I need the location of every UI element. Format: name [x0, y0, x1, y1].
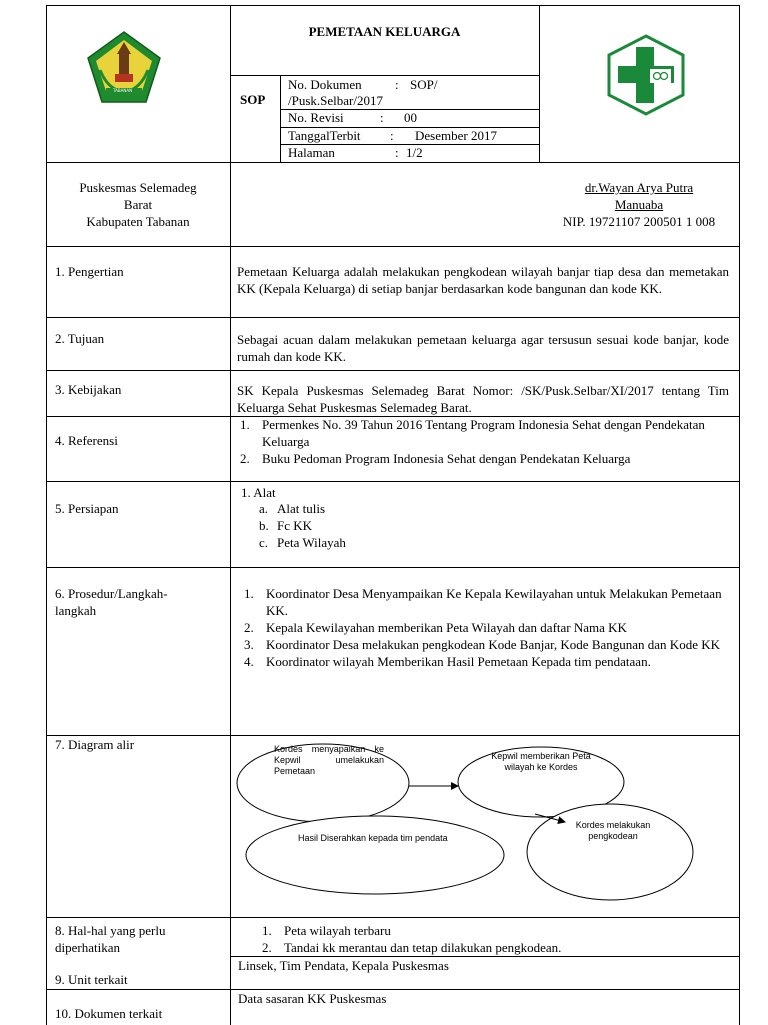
section-label-diagram: 7. Diagram alir — [55, 737, 135, 752]
section-label-dokumen: 10. Dokumen terkait — [55, 1006, 163, 1021]
list-item: 3. Koordinator Desa melakukan pengkodean Kode Banjar, Kode Bangunan dan Kode KK — [244, 637, 720, 652]
regency-emblem-icon — [86, 30, 162, 106]
issued-value: Desember 2017 — [415, 128, 497, 143]
section-label-persiapan: 5. Persiapan — [55, 501, 119, 516]
section-label-tujuan: 2. Tujuan — [55, 331, 105, 346]
list-item: 1. Peta wilayah terbaru — [262, 923, 391, 938]
section-label-pengertian: 1. Pengertian — [55, 264, 124, 279]
section-label-referensi: 4. Referensi — [55, 433, 118, 448]
institution-line-1: Puskesmas Selemadeg — [79, 180, 197, 195]
section-label-perhatian: 8. Hal-hal yang perlu diperhatikan — [55, 923, 166, 955]
page-value: 1/2 — [406, 145, 423, 160]
flow-text-hasil: Hasil Diserahkan kepada tim pendata — [298, 833, 448, 843]
doc-no-colon: : — [395, 77, 399, 92]
section-text-pengertian: Pemetaan Keluarga adalah melakukan pengkodean wilayah banjar tiap desa dan memetakan KK (Kepala Keluarga) di setiap banjar berdasarkan kode bangunan dan kode KK. — [237, 264, 729, 296]
persiapan-list — [259, 500, 346, 551]
list-item: 1. Koordinator Desa Menyampaikan Ke Kepala Kewilayahan untuk Melakukan Pemetaan KK. — [244, 586, 722, 618]
signatory-nip: NIP. 19721107 200501 1 008 — [562, 214, 716, 229]
issued-colon: : — [390, 128, 394, 143]
list-item: 4. Koordinator wilayah Memberikan Hasil Pemetaan Kepada tim pendataan. — [244, 654, 651, 669]
referensi-list — [240, 416, 730, 467]
logo-text: TABANAN — [113, 88, 133, 93]
section-text-kebijakan: SK Kepala Puskesmas Selemadeg Barat Nomor: /SK/Pusk.Selbar/XI/2017 tentang Tim Keluarga Sehat Puskesmas Selemadeg Barat. — [237, 383, 729, 415]
section-label-kebijakan: 3. Kebijakan — [55, 382, 122, 397]
doc-no-value: SOP/ — [410, 77, 438, 92]
list-item: 2. Tandai kk merantau dan tetap dilakukan pengkodean. — [262, 940, 562, 955]
sop-label: SOP — [240, 92, 266, 107]
institution-line-3: Kabupaten Tabanan — [86, 214, 190, 229]
list-item: 1. Permenkes No. 39 Tahun 2016 Tentang Program Indonesia Sehat dengan Pendekatan Keluarga — [240, 417, 705, 449]
list-item: c. Peta Wilayah — [259, 535, 346, 550]
flow-text-pengkodean: Kordes melakukan pengkodean — [575, 820, 651, 841]
section-text-dokumen: Data sasaran KK Puskesmas — [238, 991, 387, 1006]
doc-no-label: No. Dokumen — [288, 77, 362, 92]
flow-node-hasil — [246, 816, 504, 894]
revision-value: 00 — [404, 110, 417, 125]
list-item: 2. Buku Pedoman Program Indonesia Sehat dengan Pendekatan Keluarga — [240, 451, 631, 466]
signatory-name-line-1: dr.Wayan Arya Putra — [584, 180, 694, 195]
section-text-unit: Linsek, Tim Pendata, Kepala Puskesmas — [238, 958, 449, 973]
flow-text-kordes: Kordes menyapaikan ke Kepwil umelakukan Pemetaan — [274, 744, 384, 776]
document-title: PEMETAAN KELUARGA — [308, 24, 461, 39]
signatory-name-line-2: Manuaba — [614, 197, 664, 212]
issued-label: TanggalTerbit — [288, 128, 361, 143]
doc-no-value-2: /Pusk.Selbar/2017 — [288, 93, 383, 108]
institution-line-2: Barat — [123, 197, 153, 212]
page-label: Halaman — [288, 145, 335, 160]
flow-text-kepwil: Kepwil memberikan Peta wilayah ke Kordes — [491, 751, 591, 772]
revision-colon: : — [380, 110, 384, 125]
persiapan-heading: 1. Alat — [241, 485, 276, 500]
puskesmas-logo — [605, 33, 687, 117]
list-item: 2. Kepala Kewilayahan memberikan Peta Wilayah dan daftar Nama KK — [244, 620, 627, 635]
institution-block — [46, 179, 230, 230]
puskesmas-cross-icon — [605, 33, 687, 117]
perhatian-list — [262, 922, 732, 956]
section-text-tujuan: Sebagai acuan dalam melakukan pemetaan keluarga agar tersusun sesuai kode banjar, kode rumah dan kode KK. — [237, 332, 729, 364]
page-colon: : — [395, 145, 399, 160]
signatory-block — [539, 179, 739, 230]
section-label-unit: 9. Unit terkait — [55, 972, 128, 987]
list-item: b. Fc KK — [259, 518, 313, 533]
revision-label: No. Revisi — [288, 110, 344, 125]
tabanan-logo — [86, 30, 162, 106]
list-item: a. Alat tulis — [259, 501, 326, 516]
prosedur-list — [244, 585, 734, 670]
section-label-prosedur: 6. Prosedur/Langkah- langkah — [55, 586, 168, 618]
